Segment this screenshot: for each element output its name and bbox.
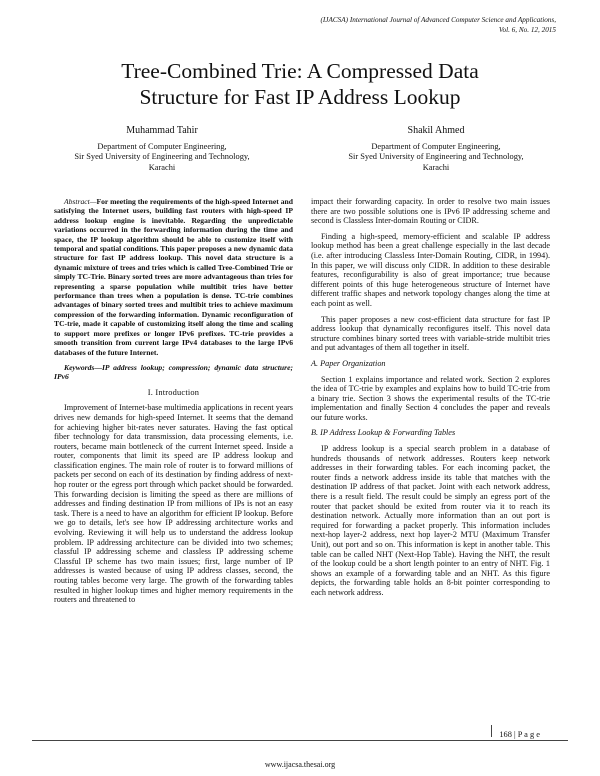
journal-header [216,15,556,35]
section-heading-introduction: I. Introduction [147,387,200,397]
footer-rule [32,740,568,741]
abstract-text: For meeting the requirements of the high-speed Internet and satisfying the Internet users, building fast routers with high-speed IP address lookup engine is inevitable. Regarding the unpredictable variations occurred in the forwarding information during the time and space, the IP lookup algorithm should be able to customize itself with temporal and spatial conditions. This paper proposes a new dynamic data structure for fast IP address lookup. This novel data structure is a dynamic mixture of trees and tries which is called Tree-Combined Trie or simply TC-Trie. Binary sorted trees are more advantageous than tries for representing a sparse population while multibit tries have better performance than trees when a population is dense. TC-trie combines advantages of binary sorted trees and multibit tries to achieve maximum compression of the forwarding information. Dynamic reconfiguration of TC-trie, made it capable of customizing itself along the time and scaling to support more prefixes or longer IPv6 prefixes. TC-trie provides a smooth transition from current large IPv4 databases to the large IPv6 databases of the future Internet. [54,197,293,357]
title-line-1: Tree-Combined Trie: A Compressed Data [121,59,479,83]
paragraph: Finding a high-speed, memory-efficient and scalable IP address lookup method has been a great challenge especially in the last decade (i.e. after introducing Classless Inter-Domain Routing, CIDR, in 1994). In this paper, we will discuss only CIDR. In addition to these desirable features, reconfigurability is also of great importance; true because different points of this huge heterogeneous structure of Internet have different traffic shapes and network topology changes along the time at each point as well. [311,231,550,308]
author-name: Muhammad Tahir [126,125,198,136]
paragraph: This paper proposes a new cost-efficient data structure for fast IP address lookup that dynamically reconfigures itself. This novel data structure combines binary sorted trees with variable-stride multibit tries and put advantages of them all together in itself. [311,314,550,353]
journal-volume: Vol. 6, No. 12, 2015 [498,26,556,34]
author-city: Karachi [422,162,450,172]
author-university: Sir Syed University of Engineering and Technology, [74,152,250,162]
page-number: 168 | P a g e [499,730,540,739]
page-number-divider [491,725,492,737]
paper-title [60,58,540,110]
author-city: Karachi [148,162,176,172]
author-name: Shakil Ahmed [407,125,465,136]
author-block-1 [32,126,292,173]
paragraph: IP address lookup is a special search problem in a database of hundreds thousands of network addresses. Routers keep network addresses in their forwarding tables. For each incoming packet, the router finds a network address inside its table that matches with the destination IP address of that packet. Joint with each network address, there is a result field. The result could be simply an egress port of the router that packet should be exited from router via it to reach its destination network. Actually more information than an out port is required for forwarding a packet properly. This information includes next-hop layer-2 address, next hop layer-2 MTU (Maximum Transfer Unit), out port and so on. This information is kept in another table. This table can be called NHT (Next-Hop Table). Having the NHT, the result of the lookup could be a short length pointer to an entry of NHT. Fig. 1 shows an example of a forwarding table and an NHT. As this figure depicts, the forwarding table holds an 8-bit pointer corresponding to each network address. [311,444,550,597]
author-department: Department of Computer Engineering, [97,141,227,151]
paragraph: Improvement of Internet-base multimedia applications in recent years drives new demands for high-speed Internet. It seems that the demand for achieving higher bit-rates never saturates. Having the fast optical fiber technology for data transmission, data processing elements, i.e. routers, became main bottleneck of the current Internet speed. Inside a router, components that limit its speed are IP address lookup and classification engines. The main role of router is to forward millions of packets per second on each of its destination by finding address of next-hop router or the egress port through which packet should be forwarded. This forwarding decision is limiting the speed as there are millions of addresses and finding destination IP from millions of IPs is not an easy task. There is a need to have an algorithm for efficient IP lookup. Before we go to details, let's see how IP addressing architecture works and evolving. Reviewing it will help us to understand the address lookup problem. IP addressing architecture can be divided into two schemes; classful IP addressing scheme and classless IP addressing scheme Classful IP scheme has two main issues; first, large number of IP addresses is wasted because of using IP address classes, second, the routing tables become very large. The growth of the forwarding tables resulted in higher lookup times and higher memory requirements in the routers and threatened to [54,403,293,605]
author-university: Sir Syed University of Engineering and Technology, [348,152,524,162]
subsection-heading-ip-lookup: B. IP Address Lookup & Forwarding Tables [311,428,456,438]
right-column [311,197,550,604]
left-column [54,197,293,611]
author-department: Department of Computer Engineering, [371,141,501,151]
title-line-2: Structure for Fast IP Address Lookup [139,85,461,109]
paragraph: impact their forwarding capacity. In order to resolve two main issues there are two possible solutions one is IPv6 IP addressing scheme and second is Classless Inter-domain Routing or CIDR. [311,197,550,226]
paragraph: Section 1 explains importance and related work. Section 2 explores the idea of TC-trie by examples and explains how to build TC-trie from a binary trie. Section 3 shows the experimental results of the TC-trie implementation and finally Section 4 concludes the paper and reveals our future works. [311,374,550,422]
abstract [54,197,293,357]
journal-name: (IJACSA) International Journal of Advanced Computer Science and Applications, [320,16,556,24]
abstract-lead: Abstract— [64,197,97,206]
keywords: Keywords—IP address lookup; compression; dynamic data structure; IPv6 [54,362,293,382]
subsection-heading-paper-organization: A. Paper Organization [311,358,386,368]
journal-website: www.ijacsa.thesai.org [264,760,336,769]
author-block-2 [306,126,566,173]
